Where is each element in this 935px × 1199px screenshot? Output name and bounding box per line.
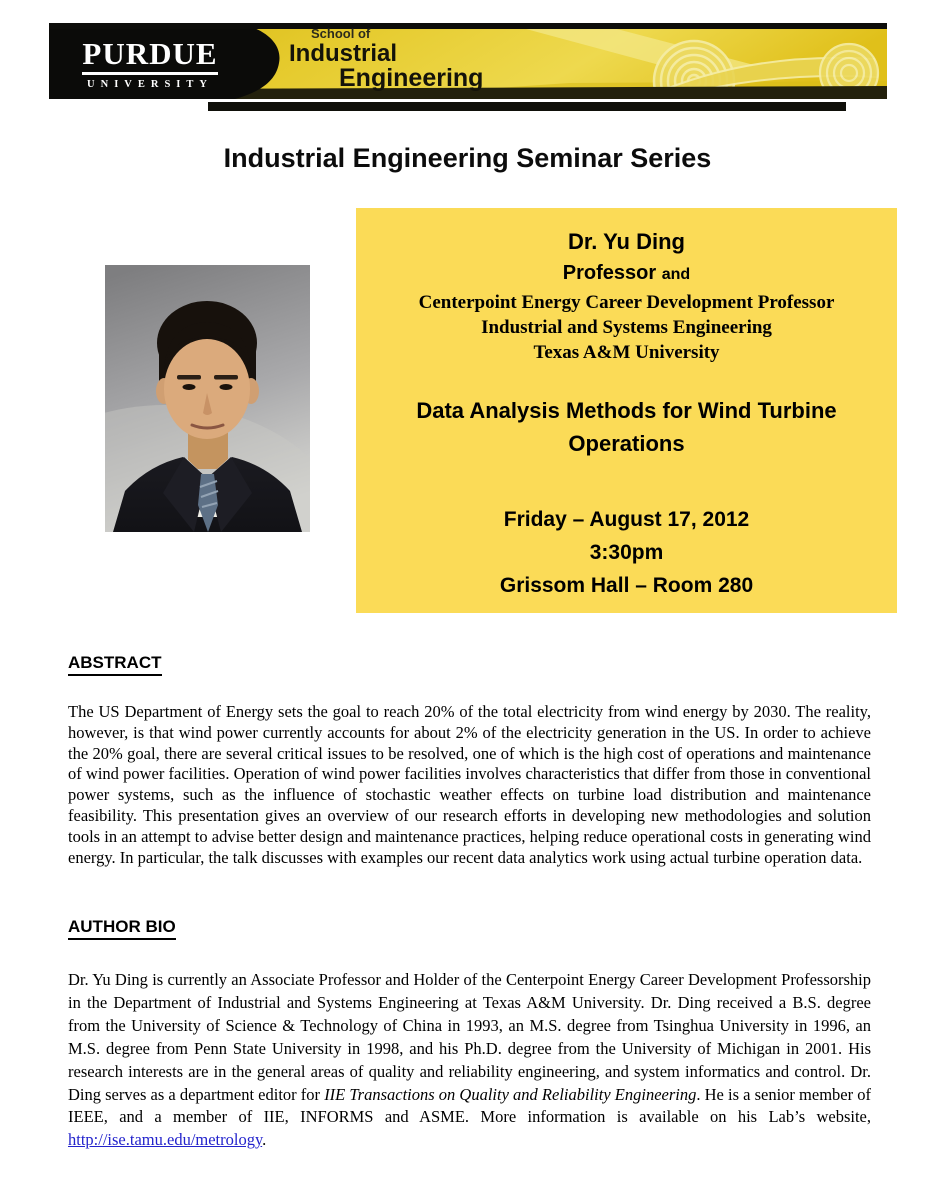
abstract-paragraph: The US Department of Energy sets the goal to reach 20% of the total electricity from wind energy by 2030. The reality, however, is that wind power currently accounts for about 2% of the electricity generation in the US. In order to achieve the 20% goal, there are several critical issues to be resolved, one of which is the high cost of operations and maintenance of wind power facilities. Operation of wind power facilities involves characteristics that differ from those in conventional power systems, such as the influence of stochastic weather effects on turbine load distribution and maintenance feasibility. This presentation gives an overview of our research efforts in developing new methodologies and solution tools in an attempt to advise better design and maintenance practices, helping reduce operational costs in generating wind energy. In particular, the talk discusses with examples our recent data analytics work using actual turbine operation data. xyxy=(68,702,871,867)
bio-text-2: . He is a senior member of IEEE, and a member of IIE, INFORMS and ASME. More information is available on his Lab’s website, xyxy=(68,1084,871,1127)
school-name-line1: Industrial xyxy=(289,39,398,67)
speaker-rank-line xyxy=(356,262,897,285)
talk-title: Data Analysis Methods for Wind Turbine Operations xyxy=(416,398,837,456)
bio-text-1: Dr. Yu Ding is currently an Associate Professor and Holder of the Centerpoint Energy Career Development Professorship in the Department of Industrial and Systems Engineering at Texas A&M University. Dr. Ding received a B.S. degree from the University of Science & Technology of China in 1993, an M.S. degree from Tsinghua University in 1996, an M.S. degree from Penn State University in 1998, and his Ph.D. degree from the University of Michigan in 2001. His research interests are in the general areas of quality and reliability engineering, and system informatics and control. Dr. Ding serves as a department editor for xyxy=(68,970,871,1104)
speaker-endowed-position: Centerpoint Energy Career Development Professor xyxy=(418,292,835,313)
lab-website-link[interactable]: http://ise.tamu.edu/metrology xyxy=(68,1130,263,1150)
purdue-university-label: UNIVERSITY xyxy=(87,79,213,90)
speaker-photo xyxy=(105,265,310,532)
school-of-ie-lockup xyxy=(289,27,483,91)
bio-text-3: . xyxy=(262,1130,267,1150)
author-bio-paragraph xyxy=(68,969,871,1152)
speaker-rank: Professor xyxy=(562,262,657,284)
abstract-heading-text: ABSTRACT xyxy=(68,653,162,676)
event-time: 3:30pm xyxy=(589,541,664,564)
abstract-heading xyxy=(68,653,162,676)
event-date: Friday – August 17, 2012 xyxy=(503,508,750,531)
purdue-ie-banner xyxy=(49,23,887,99)
event-details xyxy=(356,503,897,602)
purdue-logo xyxy=(61,38,239,90)
school-of-label: School of xyxy=(311,26,371,41)
author-bio-heading xyxy=(68,917,176,940)
purdue-wordmark: PURDUE xyxy=(82,38,217,75)
page-title: Industrial Engineering Seminar Series xyxy=(223,143,712,173)
author-bio-heading-text: AUTHOR BIO xyxy=(68,917,176,940)
speaker-department: Industrial and Systems Engineering xyxy=(481,317,772,338)
speaker-rank-connector: and xyxy=(661,266,691,283)
journal-name: IIE Transactions on Quality and Reliability Engineering xyxy=(324,1084,697,1104)
school-name-line2: Engineering xyxy=(339,63,484,92)
speaker-name: Dr. Yu Ding xyxy=(568,229,685,254)
speaker-university: Texas A&M University xyxy=(533,342,720,363)
banner-bottom-rule xyxy=(208,102,846,111)
event-location: Grissom Hall – Room 280 xyxy=(499,574,754,597)
speaker-info-card xyxy=(356,208,897,613)
